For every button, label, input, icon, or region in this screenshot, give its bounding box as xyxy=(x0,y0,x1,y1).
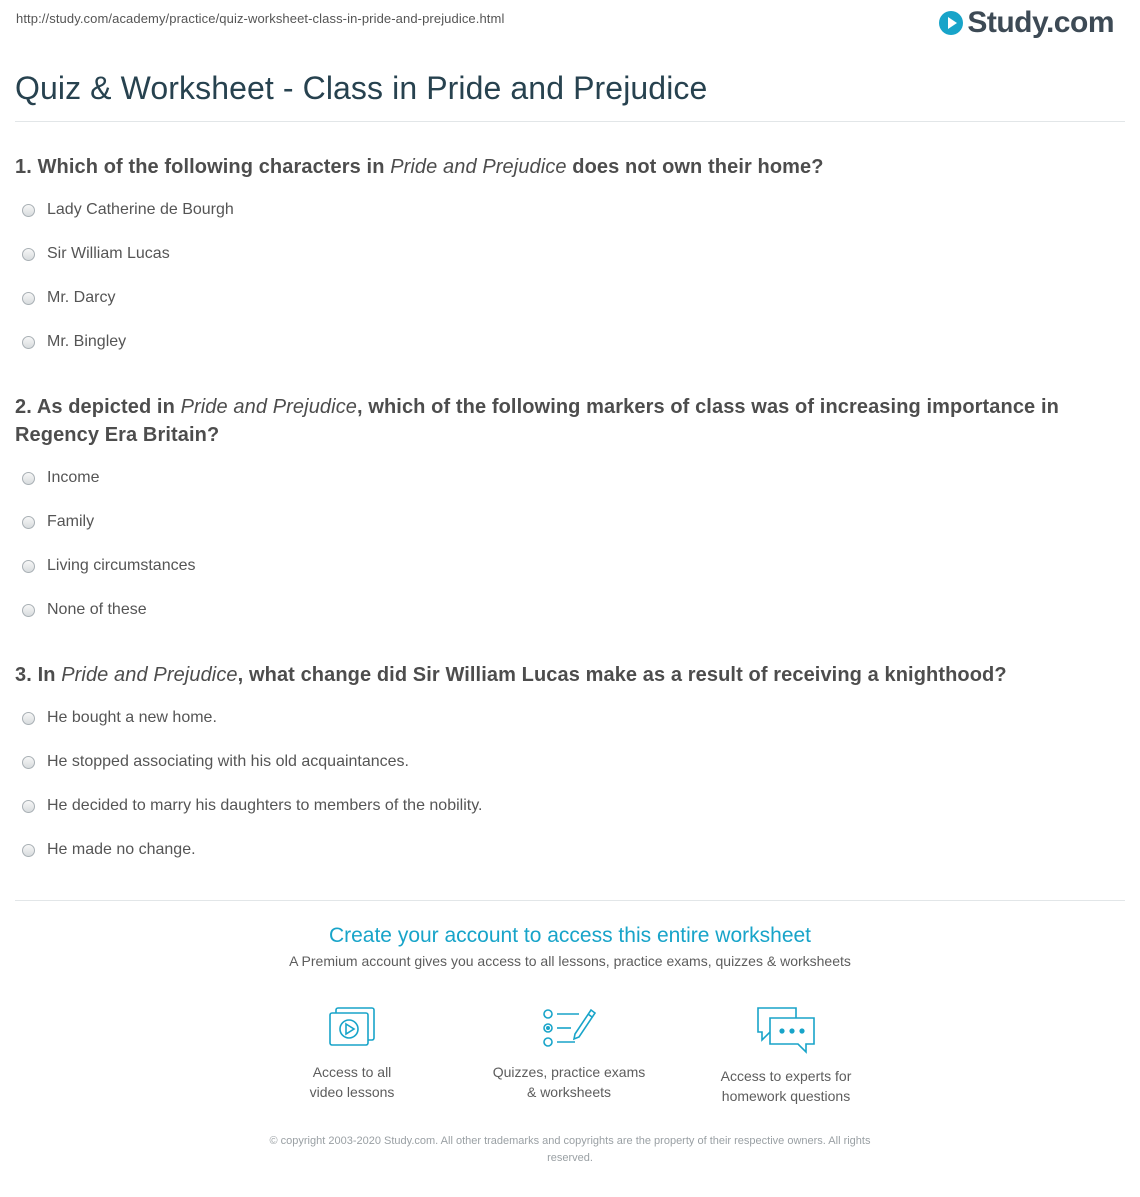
radio-button[interactable] xyxy=(22,204,35,217)
radio-button[interactable] xyxy=(22,800,35,813)
option-label: He made no change. xyxy=(47,841,196,858)
study-logo[interactable] xyxy=(939,6,1114,40)
q1-option-b[interactable] xyxy=(22,243,170,265)
option-label: Income xyxy=(47,469,100,486)
q2-option-b[interactable] xyxy=(22,511,94,533)
option-label: He bought a new home. xyxy=(47,709,217,726)
option-label: Living circumstances xyxy=(47,557,196,574)
feature-video-lessons xyxy=(252,1004,452,1102)
feature-experts xyxy=(686,1004,886,1106)
option-label: He stopped associating with his old acquaintances. xyxy=(47,753,409,770)
radio-button[interactable] xyxy=(22,248,35,261)
radio-button[interactable] xyxy=(22,560,35,573)
q1-option-a[interactable] xyxy=(22,199,234,221)
q2-option-c[interactable] xyxy=(22,555,196,577)
title-divider xyxy=(15,121,1125,122)
feature-label: Access to all video lessons xyxy=(309,1064,395,1100)
feature-label: Access to experts for homework questions xyxy=(720,1068,852,1104)
feature-quizzes xyxy=(469,1004,669,1102)
radio-button[interactable] xyxy=(22,336,35,349)
question-3: 3. In Pride and Prejudice, what change did Sir William Lucas make as a result of receiving a knighthood? xyxy=(15,664,1007,686)
cta-divider xyxy=(15,900,1125,901)
q3-option-b[interactable] xyxy=(22,751,409,773)
q1-option-d[interactable] xyxy=(22,331,126,353)
radio-button[interactable] xyxy=(22,292,35,305)
q3-option-c[interactable] xyxy=(22,795,482,817)
cta-subtitle: A Premium account gives you access to all lessons, practice exams, quizzes & worksheets xyxy=(289,953,851,969)
radio-button[interactable] xyxy=(22,516,35,529)
question-1: 1. Which of the following characters in Pride and Prejudice does not own their home? xyxy=(15,156,824,178)
radio-button[interactable] xyxy=(22,712,35,725)
play-logo-icon xyxy=(939,11,963,35)
option-label: He decided to marry his daughters to members of the nobility. xyxy=(47,797,483,814)
option-label: Lady Catherine de Bourgh xyxy=(47,201,234,218)
option-label: Mr. Darcy xyxy=(47,289,116,306)
option-label: Sir William Lucas xyxy=(47,245,170,262)
q2-option-d[interactable] xyxy=(22,599,147,621)
logo-text: Study.com xyxy=(967,6,1114,39)
radio-button[interactable] xyxy=(22,844,35,857)
option-label: Family xyxy=(47,513,95,530)
q3-option-a[interactable] xyxy=(22,707,217,729)
option-label: Mr. Bingley xyxy=(47,333,127,350)
page-title: Quiz & Worksheet - Class in Pride and Prejudice xyxy=(15,70,708,106)
feature-label: Quizzes, practice exams & worksheets xyxy=(492,1064,646,1100)
radio-button[interactable] xyxy=(22,604,35,617)
video-lessons-icon xyxy=(326,1004,378,1050)
create-account-link[interactable]: Create your account to access this entire worksheet xyxy=(328,924,812,947)
q2-option-a[interactable] xyxy=(22,467,99,489)
page-url: http://study.com/academy/practice/quiz-worksheet-class-in-pride-and-prejudice.html xyxy=(16,11,505,26)
radio-button[interactable] xyxy=(22,756,35,769)
option-label: None of these xyxy=(47,601,147,618)
copyright: © copyright 2003-2020 Study.com. All other trademarks and copyrights are the property of their respective owners. All rights reserved. xyxy=(269,1135,871,1164)
question-2: 2. As depicted in Pride and Prejudice, which of the following markers of class was of increasing importance in Regency Era Britain? xyxy=(15,396,1059,446)
radio-button[interactable] xyxy=(22,472,35,485)
q1-option-c[interactable] xyxy=(22,287,115,309)
q3-option-d[interactable] xyxy=(22,839,196,861)
quiz-checklist-icon xyxy=(541,1004,597,1050)
chat-bubbles-icon xyxy=(754,1004,818,1054)
